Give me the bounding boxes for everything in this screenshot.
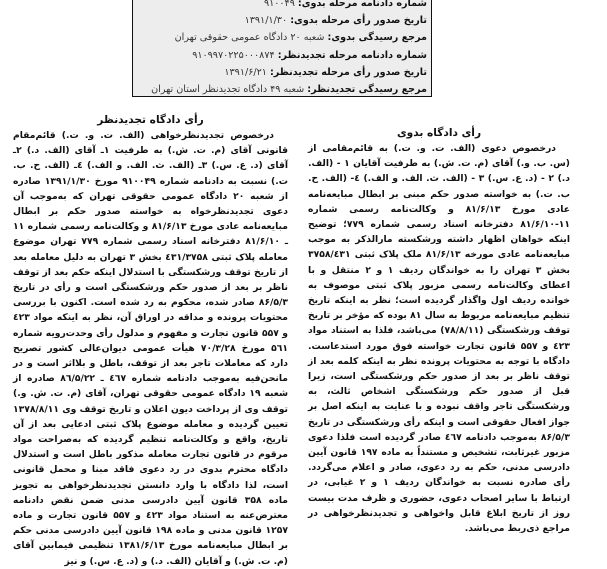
info-value: ۹۱۰۹۹۷۰۲۲۵۰۰۰۸۷۴ [192, 49, 275, 61]
info-label: شماره دادنامه مرحله تجدیدنظر: [277, 49, 427, 61]
info-value: ۱۳۹۱/۶/۲۱ [224, 66, 267, 78]
info-value: شعبه ۴۹ دادگاه تجدیدنظر استان تهران [151, 84, 305, 96]
info-row-initial-judgment-date [137, 12, 427, 29]
info-row-initial-judgment-number [137, 0, 427, 12]
info-row-appeal-court [137, 81, 427, 98]
info-label: تاریخ صدور رأی مرحله بدوی: [290, 15, 427, 27]
info-label: مرجع رسیدگی بدوی: [327, 32, 427, 44]
initial-court-ruling-section [308, 125, 570, 536]
appeal-court-ruling-section [13, 112, 288, 569]
appeal-court-ruling-heading: رأی دادگاه تجدیدنظر [97, 114, 204, 126]
info-label: شماره دادنامه مرحله بدوی: [297, 0, 427, 9]
info-value: ۹۱۰۰۴۹ [263, 0, 295, 9]
initial-court-ruling-heading: رأی دادگاه بدوی [396, 127, 482, 139]
info-value: شعبه ۲۰ دادگاه عمومی حقوقی تهران [174, 32, 325, 44]
case-info-box [132, 0, 432, 97]
info-row-appeal-judgment-date [137, 64, 427, 81]
initial-court-ruling-text: درخصوص دعوی (الف. ت. و. ت.) به قائم‌مقامی از (س. ب. و.) آقای (م. ت. ش.) به طرفیت آقایان ۱ - (الف. د.) ۲ - (د. ع. س.) ۳ - (الف. ث. الف. و الف.) ٤- (الف. ح. ب. ت.) به خواسته صدور حکم مبنی بر ابطال مبایعه‌نامه عادی مورخ ۸۱/۶/۱۳ و وکالت‌نامه رسمی شماره ۱۱-۸۱/۶/۱۰ دفترخانه اسناد رسمی شماره ۷۷۹؛ توضیح اینکه خواهان اظهار داشته ورشکسته مارالذکر به موجب مبایعه‌نامه عادی مورخه ۸۱/۶/۱۳ ملک پلاک ثبتی ۳۷۵۸/٤۳۱ بخش ۳ تهران را به خواندگان ردیف ۱ و ۲ منتقل و با اعطای وکالت‌نامه رسمی مزبور پلاک ثبتی موصوف به خوانده ردیف اول واگذار گردیده است؛ نظر به اینکه تاریخ تنظیم مبایعه‌نامه مربوط به سال ۸۱ بوده که مؤخر بر تاریخ توقف ورشکستگی (۷۸/۸/۱۱) می‌باشد، فلذا به استناد مواد ٤۲۳ و ۵۵۷ قانون تجارت خواسته فوق مورد استدعاست. دادگاه با توجه به محتویات پرونده نظر به اینکه کلمه بعد از توقف ناظر بر بعد از صدور حکم ورشکستگی است، زیرا قبل از صدور حکم ورشکستگی اشخاص ثالث، به ورشکستگی تاجر واقف نبوده و با عنایت به اینکه اصل بر جواز افعال حقوقی است و اینکه رأی ورشکستگی در تاریخ ۸۶/۵/۳ به‌موجب دادنامه ٤٦۷ صادر گردیده است فلذا دعوی مزبور غیرثابت، تشخیص و مستنداً به ماده ۱۹۷ قانون آیین دادرسی مدنی، حکم به رد دعوی، صادر و اعلام می‌گردد. رأی صادره نسبت به خواندگان ردیف ۱ و ۲ غیابی، در ارتباط با سایر اصحاب دعوی، حضوری و ظرف مدت بیست روز از تاریخ ابلاغ قابل واخواهی و تجدیدنظرخواهی در مراجع ذی‌ربط می‌باشد. [308, 143, 570, 535]
info-label: تاریخ صدور رأی مرحله تجدیدنظر: [269, 66, 427, 78]
appeal-court-ruling-text: درخصوص تجدیدنظرخواهی (الف. ت. و. ت.) قائم‌مقام قانونی آقای (م. ت. ش.) به طرفیت ۱ـ آقای (الف. د.) ۲ـ آقای (د. ع. س.) ۳ـ (الف. ث. الف. و الف.) ٤ـ (الف. ح. ب. ت.) نسبت به دادنامه شماره ۹۱۰۰۴۹ مورخ ۱۳۹۱/۱/۳۰ صادره از شعبه ۲۰ دادگاه عمومی حقوقی تهران که به‌موجب آن دعوی تجدیدنظرخواه به خواسته صدور حکم بر ابطال مبایعه‌نامه عادی مورخ ۸۱/۶/۱۳ و وکالت‌نامه رسمی شماره ۱۱ ـ ۸۱/۶/۱۰ دفترخانه اسناد رسمی شماره ۷۷۹ تهران موضوع معامله پلاک ثبتی ٤۳۱/۳۷۵۸ بخش ۳ تهران به دلیل معامله بعد از تاریخ توقف ورشکستگی با استدلال اینکه حکم بعد از توقف ناظر بر بعد از صدور حکم ورشکستگی است و رأی در تاریخ ۸۶/۵/۳ صادر شده، محکوم به رد شده است. اکنون با بررسی محتویات پرونده و مداقه در اوراق آن، نظر به اینکه مواد ٤۲۳ و ۵۵۷ قانون تجارت و مفهوم و مدلول رأی وحدت‌رویه شماره ۵٦۱ مورخ ۷۰/۳/۲۸ هیأت عمومی دیوان‌عالی کشور تصریح دارد که معاملات تاجر بعد از توقف، باطل و بلااثر است و در ما‌نحن‌فیه به‌موجب دادنامه شماره ٤٦۷ ـ ۸٦/۵/۲۲ صادره از شعبه ۱۹ دادگاه عمومی حقوقی تهران، آقای (م. ت. ش. و.) توقف وی از پرداخت دیون اعلان و تاریخ توقف وی ۱۳۷۸/۸/۱۱ تعیین گردیده و معامله موضوع پلاک ثبتی ادعایی بعد از آن تاریخ، واقع و وکالت‌نامه تنظیم گردیده که به‌صراحت مواد مرقوم در قانون تجارت معامله مذکور باطل است و استدلال دادگاه محترم بدوی در رد دعوی فاقد مبنا و محمل قانونی است، لذا دادگاه با وارد دانستن تجدیدنظرخواهی به تجویز ماده ۳۵۸ قانون آیین دادرسی مدنی ضمن نقض دادنامه معترض‌عنه به استناد مواد ٤۲۳ و ۵۵۷ قانون تجارت و ماده ۱۲۵۷ قانون مدنی و ماده ۱۹۸ قانون آیین دادرسی مدنی حکم بر ابطال مبایعه‌نامه مورخ ۱۳۸۱/۶/۱۳ تنظیمی فیمابین آقای (م. ت. ش.) و آقایان (الف. د.) و (د. ع. س.) و نیز [13, 130, 289, 567]
info-label: مرجع رسیدگی تجدیدنظر: [307, 84, 427, 96]
info-row-initial-court [137, 29, 427, 46]
info-row-appeal-judgment-number [137, 47, 427, 64]
info-value: ۱۳۹۱/۱/۳۰ [244, 15, 288, 27]
